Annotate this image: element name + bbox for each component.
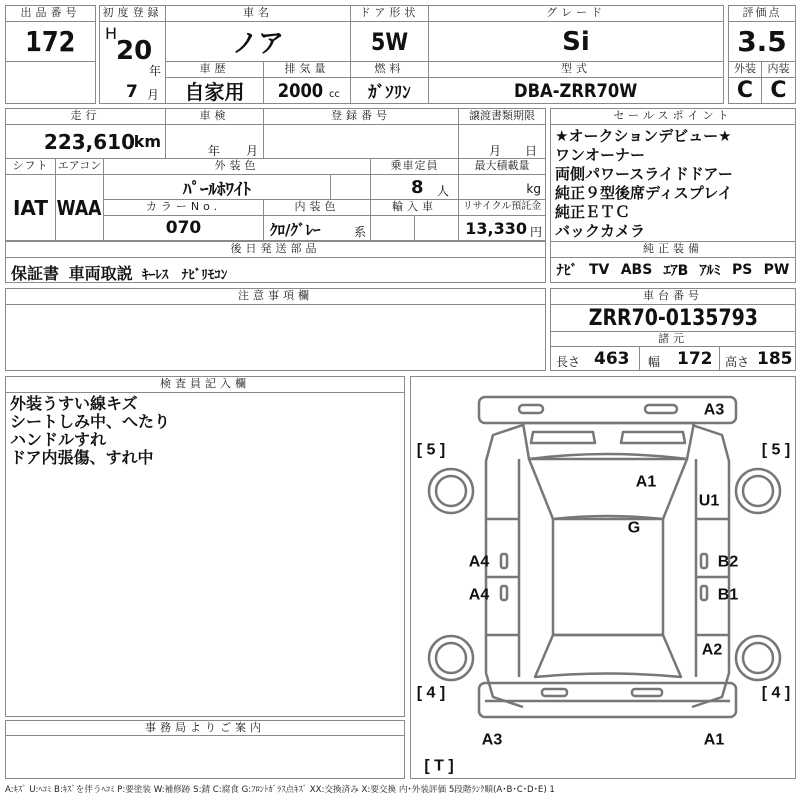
- rear-window: [535, 635, 681, 677]
- history-value: 自家用: [165, 77, 264, 104]
- height-cell: [719, 346, 796, 371]
- displacement-label: 排気量: [263, 61, 351, 78]
- car-diagram-svg: [411, 377, 796, 779]
- sales-points-label: セールスポイント: [550, 108, 796, 125]
- interior-color-label: 内装色: [263, 199, 371, 216]
- mileage-number: 223,610: [43, 130, 135, 154]
- door-type-text: 5W: [370, 27, 409, 56]
- score-value: 3.5: [728, 21, 796, 62]
- shift-label: シフト: [5, 158, 56, 175]
- headlight-left: [531, 432, 595, 443]
- sales-points-body: [550, 124, 796, 242]
- equipment-item: PS: [731, 262, 753, 278]
- roof: [553, 519, 663, 635]
- inspector-note-line: シートしみ中、へたり: [10, 412, 171, 431]
- displacement-value: [263, 77, 351, 104]
- later-part-item: 車両取説: [68, 264, 133, 283]
- damage-label-glass: G: [627, 519, 641, 537]
- inspector-note-line: 外装うすい線キズ: [10, 394, 138, 413]
- tail-lamp-right: [632, 689, 662, 696]
- aircon-value: [55, 174, 104, 241]
- capacity-value: [370, 174, 459, 200]
- door-type-value: [350, 21, 429, 62]
- chassis-label: 車台番号: [550, 288, 796, 305]
- front-lamp-right: [645, 405, 677, 413]
- equipment-label: 純正装備: [550, 241, 796, 258]
- interior-color-text: ｸﾛ/ｸﾞﾚｰ: [270, 221, 321, 239]
- displacement-number: 2000: [277, 79, 324, 102]
- exterior-color-value: ﾊﾟｰﾙﾎﾜｲﾄ: [103, 174, 331, 200]
- displacement-unit: cc: [328, 89, 340, 100]
- tire-label-rear-left: [ 4 ]: [416, 684, 446, 702]
- import-blank: [414, 215, 459, 241]
- era-text: H: [105, 24, 118, 43]
- listing-number-blank: [5, 61, 96, 104]
- equipment-value: [550, 257, 796, 283]
- fuel-value: ｶﾞｿﾘﾝ: [350, 77, 429, 104]
- wheel-front-left-rim: [436, 476, 466, 506]
- capacity-unit: 人: [437, 184, 450, 198]
- right-front-handle: [701, 554, 707, 568]
- inspection-label: 車検: [165, 108, 264, 125]
- equipment-item: ﾅﾋﾞ: [556, 263, 578, 279]
- year-text: 20: [116, 36, 153, 66]
- mileage-unit: km: [133, 132, 161, 151]
- grade-label: グレード: [428, 5, 724, 22]
- sales-point-line: 純正ＥＴＣ: [555, 203, 631, 221]
- damage-label-front-bumper: A3: [703, 401, 725, 419]
- damage-label-rear-left: A3: [481, 731, 503, 749]
- exterior-color-label: 外装色: [103, 158, 371, 175]
- front-bumper: [479, 397, 736, 423]
- damage-label-rear-right: A1: [703, 731, 725, 749]
- damage-label-left-rear-door: A4: [468, 586, 490, 604]
- later-parts-label: 後日発送部品: [5, 241, 546, 258]
- month-unit: 月: [147, 88, 160, 102]
- width-value: 172: [677, 349, 713, 369]
- model-code-text: DBA-ZRR70W: [514, 79, 638, 102]
- damage-label-right-front-door: B2: [717, 553, 739, 571]
- import-label: 輸入車: [370, 199, 459, 216]
- registration-label: 登録番号: [263, 108, 459, 125]
- tail-lamp-left: [542, 689, 567, 696]
- shift-value: IAT: [5, 174, 56, 241]
- import-value: [370, 215, 415, 241]
- grade-value: Si: [428, 21, 724, 62]
- caution-label: 注意事項欄: [5, 288, 546, 305]
- sales-point-line: バックカメラ: [555, 222, 646, 240]
- height-label: 高さ: [725, 355, 750, 369]
- damage-label-right-quarter: A2: [701, 641, 723, 659]
- length-value: 463: [594, 349, 630, 369]
- later-part-item: ｷｰﾚｽ: [142, 268, 169, 283]
- transfer-deadline-value: [458, 124, 546, 159]
- exterior-score-label: 外装: [728, 61, 762, 78]
- inspector-body: [5, 392, 405, 717]
- listing-number-value: [5, 21, 96, 62]
- width-label: 幅: [648, 355, 661, 369]
- aircon-text: WAA: [57, 195, 102, 220]
- equipment-item: ABS: [620, 262, 653, 278]
- right-rear-handle: [701, 586, 707, 600]
- max-load-unit: kg: [526, 182, 541, 196]
- model-code-value: [428, 77, 724, 104]
- transfer-deadline-label: 譲渡書類期限: [458, 108, 546, 125]
- first-registration-value: [99, 21, 166, 104]
- caution-body: [5, 304, 546, 371]
- inspection-value: [165, 124, 264, 159]
- max-load-value: [458, 174, 546, 200]
- sales-point-line: ワンオーナー: [555, 146, 646, 164]
- chassis-number: ZRR70-0135793: [588, 305, 758, 331]
- left-side-panel: [486, 425, 523, 707]
- transfer-month-unit: 月: [489, 144, 502, 158]
- interior-color-unit: 系: [353, 225, 366, 239]
- mileage-label: 走行: [5, 108, 166, 125]
- height-value: 185: [757, 349, 793, 369]
- history-label: 車歴: [165, 61, 264, 78]
- tire-label-rear-right: [ 4 ]: [761, 684, 791, 702]
- damage-label-right-fender: U1: [698, 492, 720, 510]
- model-code-label: 型式: [428, 61, 724, 78]
- mileage-value: [5, 124, 166, 159]
- color-no-value: 070: [103, 215, 264, 241]
- trunk-label: [ T ]: [424, 757, 454, 775]
- chassis-value: [550, 304, 796, 332]
- recycle-fee-value: [458, 215, 546, 241]
- sales-point-line: 両側パワースライドドアー: [555, 165, 733, 183]
- inspector-note-line: ハンドルすれ: [10, 430, 107, 449]
- max-load-label: 最大積載量: [458, 158, 546, 175]
- listing-number-label: 出品番号: [5, 5, 96, 22]
- score-label: 評価点: [728, 5, 796, 22]
- windshield: [529, 454, 687, 519]
- interior-score-label: 内装: [761, 61, 796, 78]
- registration-value: [263, 124, 459, 159]
- capacity-label: 乗車定員: [370, 158, 459, 175]
- recycle-fee-label: リサイクル預託金: [458, 199, 546, 216]
- exterior-score-value: C: [728, 77, 762, 104]
- damage-label-right-rear-door: B1: [717, 586, 739, 604]
- fuel-label: 燃料: [350, 61, 429, 78]
- aircon-label: エアコン: [55, 158, 104, 175]
- left-front-handle: [501, 554, 507, 568]
- damage-label-windshield: A1: [635, 473, 657, 491]
- spec-label: 諸元: [550, 331, 796, 347]
- listing-number-text: 172: [25, 25, 76, 58]
- width-cell: [639, 346, 720, 371]
- interior-score-value: C: [761, 77, 796, 104]
- headlight-right: [621, 432, 685, 443]
- car-name-value: ノア: [165, 21, 351, 62]
- left-rear-handle: [501, 586, 507, 600]
- wheel-front-right-rim: [743, 476, 773, 506]
- equipment-item: PW: [763, 262, 790, 278]
- recycle-fee-number: 13,330: [465, 219, 527, 238]
- later-part-item: 保証書: [11, 264, 60, 283]
- color-no-label: カラーNo.: [103, 199, 264, 216]
- front-lamp-left: [519, 405, 543, 413]
- equipment-item: ｴｱB: [663, 263, 689, 279]
- tire-label-front-right: [ 5 ]: [761, 441, 791, 459]
- month-text: 7: [126, 82, 138, 102]
- wheel-rear-right-rim: [743, 643, 773, 673]
- transfer-day-unit: 日: [525, 144, 538, 158]
- door-type-label: ドア形状: [350, 5, 429, 22]
- office-label: 事務局よりご案内: [5, 720, 405, 736]
- first-registration-label: 初度登録: [99, 5, 166, 22]
- length-label: 長さ: [556, 355, 581, 369]
- legend-footer: A:ｷｽﾞ U:ﾍｺﾐ B:ｷｽﾞを伴うﾍｺﾐ P:要塗装 W:補修跡 S:錆 C:腐食 G:ﾌﾛﾝﾄｶﾞﾗｽ点ｷｽﾞ XX:交換済み X:要交換 内･外装評価 5段階ﾗﾝｸ順(A･B･C･D･E) 1: [5, 785, 555, 795]
- inspection-year-unit: 年: [208, 144, 221, 158]
- later-parts-value: [5, 257, 546, 283]
- inspection-month-unit: 月: [246, 144, 259, 158]
- car-name-label: 車名: [165, 5, 351, 22]
- length-cell: [550, 346, 640, 371]
- interior-color-value: [263, 215, 371, 241]
- later-part-item: ﾅﾋﾞﾘﾓｺﾝ: [181, 268, 228, 283]
- year-unit: 年: [149, 64, 162, 78]
- damage-diagram: [410, 376, 796, 779]
- capacity-number: 8: [411, 177, 424, 198]
- office-body: [5, 735, 405, 779]
- wheel-rear-left-rim: [436, 643, 466, 673]
- inspector-label: 検査員記入欄: [5, 376, 405, 393]
- sales-point-line: ★オークションデビュー★: [555, 127, 732, 145]
- exterior-color-blank: [330, 174, 371, 200]
- tire-label-front-left: [ 5 ]: [416, 441, 446, 459]
- equipment-item: TV: [588, 262, 610, 278]
- sales-point-line: 純正９型後席ディスプレイ: [555, 184, 733, 202]
- equipment-item: ｱﾙﾐ: [699, 263, 721, 279]
- recycle-fee-unit: 円: [529, 225, 542, 239]
- damage-label-left-front-door: A4: [468, 553, 490, 571]
- inspector-note-line: ドア内張傷、すれ中: [10, 448, 154, 467]
